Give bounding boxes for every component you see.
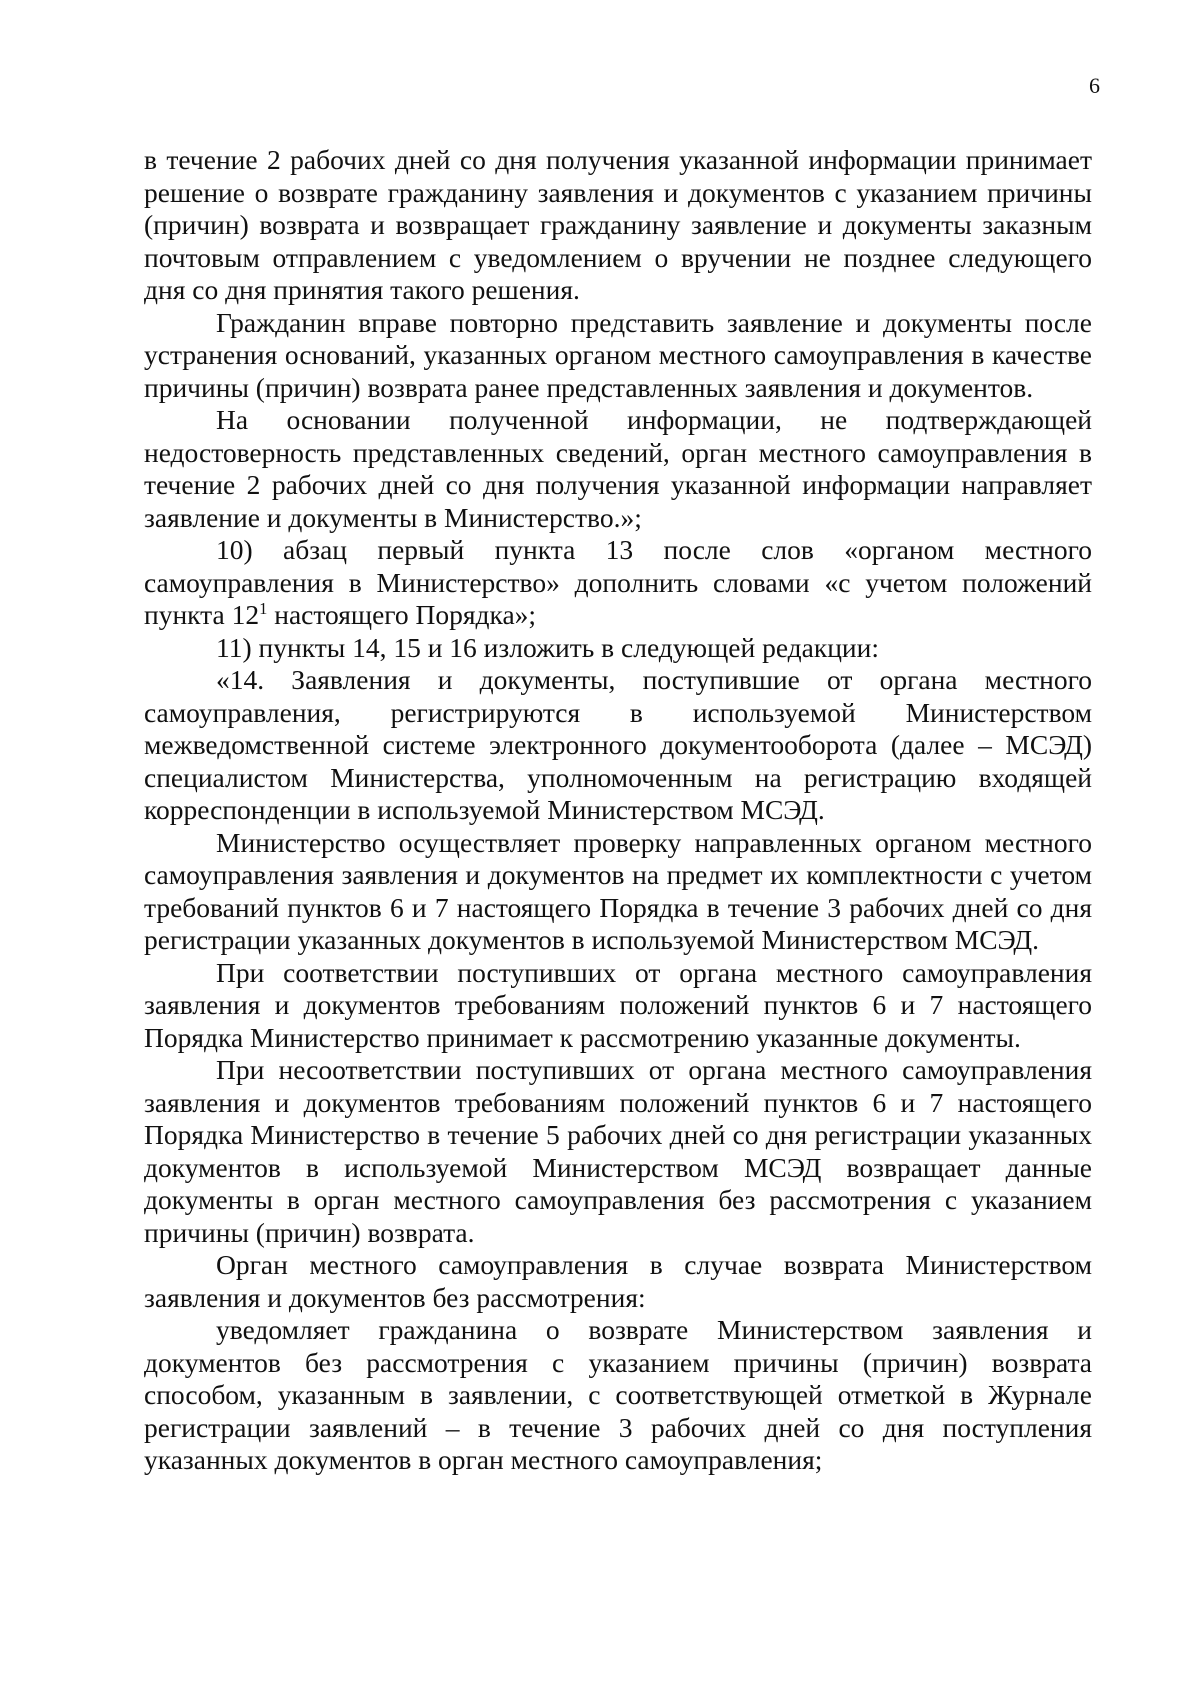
paragraph-5: 11) пункты 14, 15 и 16 изложить в следующей редакции: bbox=[216, 631, 880, 663]
paragraph-10: Орган местного самоуправления в случае возврата Министерством заявления и документов без рассмотрения: bbox=[144, 1249, 1092, 1313]
paragraph-3: На основании полученной информации, не подтверждающей недостоверность представленных сведений, орган местного самоуправления в течение 2 рабочих дней со дня получения указанной информации направляет заявление и документы в Министерство.»; bbox=[144, 404, 1092, 533]
paragraph-4-text: 10) абзац первый пункта 13 после слов «органом местного самоуправления в Министерство» дополнить словами «с учетом положений пункта 12 bbox=[144, 534, 1092, 630]
superscript-1: 1 bbox=[259, 598, 268, 618]
paragraph-11: уведомляет гражданина о возврате Министерством заявления и документов без рассмотрения с указанием причины (причин) возврата способом, указанным в заявлении, с соответствующей отметкой в Журнале регистрации заявлений – в течение 3 рабочих дней со дня поступления указанных документов в орган местного самоуправления; bbox=[144, 1314, 1092, 1475]
paragraph-1: в течение 2 рабочих дней со дня получения указанной информации принимает решение о возврате гражданину заявления и документов с указанием причины (причин) возврата и возвращает гражданину заявление и документы заказным почтовым отправлением с уведомлением о вручении не позднее следующего дня со дня принятия такого решения. bbox=[144, 144, 1092, 305]
paragraph-2: Гражданин вправе повторно представить заявление и документы после устранения оснований, указанных органом местного самоуправления в качестве причины (причин) возврата ранее представленных заявления и документов. bbox=[144, 306, 1092, 403]
paragraph-7: Министерство осуществляет проверку направленных органом местного самоуправления заявления и документов на предмет их комплектности с учетом требований пунктов 6 и 7 настоящего Порядка в течение 3 рабочих дней со дня регистрации указанных документов в используемой Министерством МСЭД. bbox=[144, 826, 1092, 955]
paragraph-4 bbox=[144, 534, 1092, 632]
paragraph-8: При соответствии поступивших от органа местного самоуправления заявления и документов требованиям положений пунктов 6 и 7 настоящего Порядка Министерство принимает к рассмотрению указанные документы. bbox=[144, 956, 1092, 1053]
paragraph-6: «14. Заявления и документы, поступившие от органа местного самоуправления, регистрируются в используемой Министерством межведомственной системе электронного документооборота (далее – МСЭД) специалистом Министерства, уполномоченным на регистрацию входящей корреспонденции в используемой Министерством МСЭД. bbox=[144, 664, 1092, 825]
document-body bbox=[144, 144, 1092, 1477]
paragraph-9: При несоответствии поступивших от органа местного самоуправления заявления и документов требованиям положений пунктов 6 и 7 настоящего Порядка Министерство в течение 5 рабочих дней со дня регистрации указанных документов в используемой Министерством МСЭД возвращает данные документы в орган местного самоуправления без рассмотрения с указанием причины (причин) возврата. bbox=[144, 1054, 1092, 1248]
paragraph-4-tail: настоящего Порядка»; bbox=[267, 599, 537, 630]
page-number: 6 bbox=[1089, 73, 1100, 98]
